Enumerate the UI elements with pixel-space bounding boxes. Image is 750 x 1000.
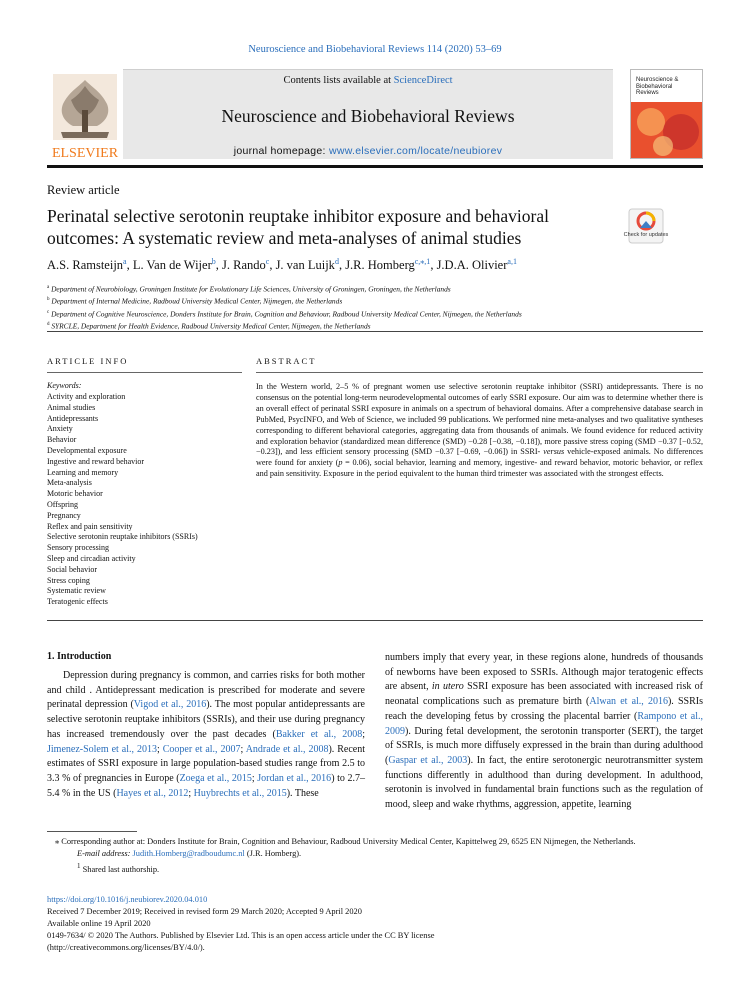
author-affiliation-marker[interactable]: d (334, 257, 339, 266)
citation-link[interactable]: Zoega et al., 2015 (179, 772, 252, 784)
introduction-left-column: Depression during pregnancy is common, and carries risks for both mother and child . Antidepressant medication is prescribed for moderate and severe perinatal depression (Vigod et al., 2016). The most popular antidepressants are selective serotonin reuptake inhibitors (SSRIs), and their use during pregnancy has increased tremendously over the past decades (Bakker et al., 2008; Jimenez-Solem et al., 2013; Cooper et al., 2007; Andrade et al., 2008). Recent estimates of SSRI exposure in large population-based studies range from 2.5 to 3.3 % of pregnancies in Europe (Zoega et al., 2015; Jordan et al., 2016) to 2.7–5.4 % in the US (Hayes et al., 2012; Huybrechts et al., 2015). These (47, 670, 366, 799)
abstract-emphasis: p (338, 458, 343, 468)
keyword-item: Reflex and pain sensitivity (47, 521, 133, 531)
cover-artwork (631, 102, 703, 159)
citation-link[interactable]: Vigod et al., 2016 (133, 699, 207, 711)
keyword-item: Motoric behavior (47, 489, 103, 499)
check-for-updates-label[interactable]: Check for updates (623, 232, 669, 238)
keyword-item: Sleep and circadian activity (47, 553, 136, 563)
affiliation-marker: d (47, 322, 50, 328)
author-affiliation-marker[interactable]: c (265, 257, 270, 266)
footnote-rule (47, 831, 137, 832)
email-note: E-mail address: Judith.Homberg@radboudumc.nl (J.R. Homberg). (77, 849, 302, 858)
keyword-item: Sensory processing (47, 543, 109, 553)
citation-link[interactable]: Rampono et al., 2009 (385, 710, 703, 737)
section-divider (47, 620, 703, 621)
article-title: Perinatal selective serotonin reuptake inhibitor exposure and behavioral outcomes: A systematic review and meta-analyses of animal studies (47, 206, 549, 248)
keyword-item: Behavior (47, 435, 77, 445)
citation-link[interactable]: Gaspar et al., 2003 (388, 754, 468, 766)
journal-cover-thumbnail[interactable] (630, 69, 703, 159)
keyword-item: Ingestive and reward behavior (47, 456, 145, 466)
article-type: Review article (47, 183, 120, 197)
shared-authorship-note: $^1$ Shared last authorship. (77, 862, 160, 874)
keyword-item: Stress coping (47, 575, 90, 585)
journal-homepage: journal homepage: www.elsevier.com/locate/neubiorev (233, 145, 503, 157)
keyword-item: Developmental exposure (47, 445, 127, 455)
keyword-item: Offspring (47, 499, 78, 509)
introduction-heading: 1. Introduction (47, 651, 112, 662)
keywords-list (47, 392, 198, 608)
keyword-item: Meta-analysis (47, 478, 92, 488)
author-name[interactable]: J. Rando (222, 258, 266, 273)
affiliation-text: SYRCLE, Department for Health Evidence, Radboud University Medical Center, Nijmegen, the Netherlands (51, 321, 371, 331)
affiliation-text: Department of Neurobiology, Groningen Institute for Evolutionary Life Sciences, University of Groningen, Groningen, the Netherlands (51, 284, 451, 294)
author-name[interactable]: J.R. Homberg (345, 258, 415, 273)
abstract-rule (256, 372, 703, 373)
keyword-item: Selective serotonin reuptake inhibitors (SSRIs) (47, 532, 198, 542)
citation-link[interactable]: Bakker et al., 2008 (275, 728, 363, 740)
article-info-heading: ARTICLE INFO (47, 356, 129, 366)
keyword-item: Activity and exploration (47, 392, 126, 401)
abstract-heading: ABSTRACT (256, 356, 317, 366)
author-affiliation-marker[interactable]: a,1 (507, 257, 517, 266)
affiliation-marker: c (47, 309, 50, 315)
affiliation-item (47, 282, 703, 294)
publication-info (47, 894, 703, 954)
homepage-link[interactable]: www.elsevier.com/locate/neubiorev (328, 145, 503, 157)
author-affiliation-marker[interactable]: c,⁎,1 (414, 257, 431, 266)
footnotes (47, 836, 703, 876)
doi-link[interactable]: https://doi.org/10.1016/j.neubiorev.2020.04.010 (47, 895, 208, 904)
author-affiliation-marker[interactable]: a (123, 257, 127, 266)
citation-link[interactable]: Jimenez-Solem et al., 2013 (47, 743, 157, 755)
author-affiliation-marker[interactable]: b (211, 257, 216, 266)
elsevier-logo (47, 70, 123, 162)
section-divider (47, 331, 703, 332)
affiliation-item (47, 319, 703, 331)
emphasis-text: in utero (431, 681, 464, 693)
keywords-heading: Keywords: (47, 381, 82, 390)
check-for-updates-icon[interactable] (628, 208, 664, 244)
sciencedirect-link[interactable]: ScienceDirect (393, 75, 453, 86)
citation-link[interactable]: Alwan et al., 2016 (589, 696, 668, 708)
affiliation-marker: b (47, 297, 50, 303)
abstract-text: In the Western world, 2–5 % of pregnant women use selective serotonin reuptake inhibitor (SSRI) antidepressants. There is no consensus on the potential long-term neurodevelopmental outcomes of early SSRI exposure. Our aim was to determine whether there is an overall effect of perinatal SSRI exposure in animals on a spectrum of behavioral domains. After a comprehensive database search in PubMed, PsycINFO, and Web of Science, we included 99 publications. We performed nine meta-analyses and two qualitative syntheses corresponding to different behavioral categories, aggregating data from thousands of animals. We found evidence for reduced activity and exploration behavior (standardized mean difference (SMD) −0.28 [−0.38, −0.18]), more passive stress coping (SMD −0.37 [−0.52, −0.23]), and less efficient sensory processing (SMD −0.37 [−0.69, −0.06]) in SSRI- versus vehicle-exposed animals. No differences were found for anxiety (p = 0.06), social behavior, learning and memory, ingestive- and reward behavior, motoric behavior, or reflex and pain sensitivity. Exposure in the period equivalent to the human third trimester was associated with the strongest effects. (256, 382, 703, 479)
citation-link[interactable]: Hayes et al., 2012 (116, 787, 189, 799)
citation-link[interactable]: Huybrechts et al., 2015 (193, 787, 287, 799)
abstract-emphasis: versus (543, 447, 565, 457)
journal-reference[interactable]: Neuroscience and Biobehavioral Reviews 114 (2020) 53–69 (248, 44, 502, 55)
license-url[interactable]: (http://creativecommons.org/licenses/BY/4.0/). (47, 943, 205, 952)
keyword-item: Animal studies (47, 402, 96, 412)
affiliation-item (47, 294, 703, 306)
citation-link[interactable]: Andrade et al., 2008 (245, 743, 329, 755)
affiliation-list (47, 282, 703, 332)
received-dates: Received 7 December 2019; Received in revised form 29 March 2020; Accepted 9 April 2020 (47, 907, 362, 916)
author-name[interactable]: L. Van de Wijer (132, 258, 212, 273)
affiliation-text: Department of Cognitive Neuroscience, Donders Institute for Brain, Cognition and Behaviour, Radboud University Medical Center, Nijmegen, the Netherlands (51, 309, 522, 319)
cover-title: Neuroscience & Biobehavioral Reviews (636, 77, 679, 96)
affiliation-item (47, 307, 703, 319)
keyword-item: Systematic review (47, 586, 106, 596)
email-link[interactable]: Judith.Homberg@radboudumc.nl (132, 849, 245, 858)
keyword-item: Teratogenic effects (47, 597, 108, 607)
keyword-item: Social behavior (47, 564, 97, 574)
keyword-item: Anxiety (47, 424, 73, 434)
keyword-item: Antidepressants (47, 413, 99, 423)
author-list: A.S. Ramsteijn$^a$, L. Van de Wijer$^b$, J. Rando$^c$, J. van Luijk$^d$, J.R. Homberg$^{c,⁎,1}$, J.D.A. Olivier$^{a,1}$ (47, 257, 517, 273)
author-name[interactable]: J.D.A. Olivier (436, 258, 508, 273)
header-rule (47, 165, 703, 168)
author-name[interactable]: A.S. Ramsteijn (47, 258, 124, 273)
affiliation-marker: a (47, 285, 50, 290)
license-line: 0149-7634/ © 2020 The Authors. Published by Elsevier Ltd. This is an open access article under the CC BY license (47, 931, 435, 940)
corresponding-author-note: ⁎ Corresponding author at: Donders Institute for Brain, Cognition and Behaviour, Radboud University Medical Center, Kapittelweg 29, 6525 EN Nijmegen, the Netherlands. (55, 837, 636, 846)
journal-name: Neuroscience and Biobehavioral Reviews (221, 106, 515, 126)
available-online: Available online 19 April 2020 (47, 919, 151, 928)
affiliation-text: Department of Internal Medicine, Radboud University Medical Center, Nijmegen, the Netherlands (51, 296, 343, 306)
introduction-right-column: numbers imply that every year, in these regions alone, hundreds of thousands of newborns have been exposed to SSRIs. Although major teratogenic effects are absent, in utero SSRI exposure has been associated with increased risk of neonatal complications such as premature birth (Alwan et al., 2016). SSRIs reach the developing fetus by crossing the placental barrier (Rampono et al., 2009). During fetal development, the serotonin transporter (SERT), the target of SSRIs, is much more diffusely expressed in the brain than during adulthood (Gaspar et al., 2003). In fact, the entire serotonergic neurotransmitter system functions differently in adulthood than during development. In adulthood, serotonin is involved in fundamental brain functions such as the regulation of mood, sleep and wake rhythms, aggression, appetite, learning (385, 652, 704, 811)
author-name[interactable]: J. van Luijk (275, 258, 335, 273)
elsevier-wordmark: ELSEVIER (51, 146, 119, 161)
article-info-rule (47, 372, 242, 373)
citation-link[interactable]: Jordan et al., 2016 (257, 772, 332, 784)
keyword-item: Learning and memory (47, 467, 119, 477)
contents-availability: Contents lists available at ScienceDirect (283, 75, 453, 86)
keyword-item: Pregnancy (47, 510, 81, 520)
citation-link[interactable]: Cooper et al., 2007 (162, 743, 241, 755)
